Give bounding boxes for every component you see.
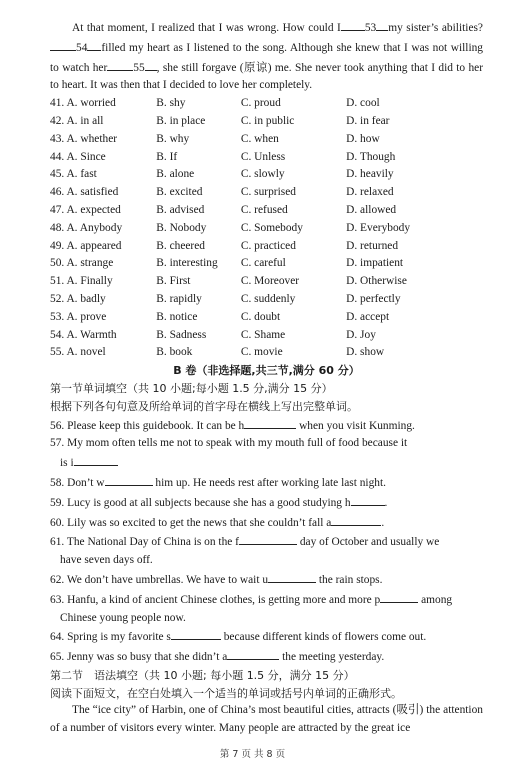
option-d[interactable]: D. allowed: [346, 203, 397, 216]
question-text: Please keep this guidebook. It can be h: [67, 419, 245, 432]
question-text: Lily was so excited to get the news that she couldn’t fall a: [67, 516, 332, 529]
word-question: [50, 493, 483, 513]
question-number: 56.: [50, 419, 68, 432]
word-question: [50, 473, 483, 493]
option-row: [50, 184, 470, 202]
option-c[interactable]: C. surprised: [240, 186, 296, 199]
part1-instruction: 根据下列各句句意及所给单词的首字母在横线上写出完整单词。: [50, 399, 358, 413]
option-b[interactable]: B. Sadness: [156, 328, 207, 341]
option-d[interactable]: D. accept: [346, 310, 390, 323]
question-text: My mom often tells me not to speak with my mouth full of food because it: [67, 437, 408, 450]
answer-blank[interactable]: [376, 18, 388, 31]
word-questions: [50, 416, 483, 667]
option-a[interactable]: 45. A. fast: [50, 168, 97, 181]
option-c[interactable]: C. Moreover: [240, 275, 300, 288]
option-a[interactable]: 47. A. expected: [50, 203, 121, 216]
option-c[interactable]: C. proud: [240, 97, 281, 110]
option-d[interactable]: D. relaxed: [346, 186, 394, 199]
blank-number: 55: [133, 61, 145, 74]
question-text: day of October and usually we: [296, 536, 440, 549]
answer-blank[interactable]: [171, 627, 221, 640]
option-b[interactable]: B. Nobody: [156, 221, 207, 234]
question-text: the meeting yesterday.: [279, 651, 385, 664]
question-text: him up. He needs rest after working late last night.: [152, 476, 386, 489]
part2-title: 第二节 语法填空（共 10 小题; 每小题 1.5 分，满分 15 分）: [50, 668, 355, 682]
answer-blank[interactable]: [239, 532, 297, 545]
option-c[interactable]: C. doubt: [240, 310, 281, 323]
option-row: [50, 202, 470, 220]
question-text: is i: [60, 457, 74, 470]
word-question: [50, 570, 483, 590]
option-row: [50, 95, 470, 113]
option-c[interactable]: C. when: [240, 132, 279, 145]
answer-blank[interactable]: [351, 493, 385, 506]
question-text: Lucy is good at all subjects because she has a good studying h: [67, 496, 351, 509]
option-a[interactable]: 42. A. in all: [50, 114, 104, 127]
option-b[interactable]: B. interesting: [156, 257, 218, 270]
option-a[interactable]: 51. A. Finally: [50, 275, 113, 288]
answer-blank[interactable]: [268, 570, 316, 583]
option-d[interactable]: D. Everybody: [346, 221, 411, 234]
page-footer: 第 7 页 共 8 页: [219, 749, 286, 761]
option-d[interactable]: D. heavily: [346, 168, 394, 181]
option-a[interactable]: 53. A. prove: [50, 310, 107, 323]
question-text: among: [418, 593, 453, 606]
option-b[interactable]: B. alone: [156, 168, 195, 181]
word-question: [50, 647, 483, 667]
question-text: because different kinds of flowers come out.: [220, 631, 427, 644]
question-continuation: Chinese young people now.: [60, 611, 186, 624]
option-row: [50, 344, 470, 362]
answer-blank[interactable]: [105, 473, 153, 486]
passage-paragraph: [50, 18, 483, 95]
answer-blank[interactable]: [244, 416, 296, 429]
option-row: [50, 166, 470, 184]
option-d[interactable]: D. cool: [346, 97, 380, 110]
part1-title: 第一节单词填空（共 10 小题;每小题 1.5 分,满分 15 分）: [50, 381, 333, 395]
question-number: 64.: [50, 631, 68, 644]
question-text: .: [381, 516, 385, 529]
option-c[interactable]: C. refused: [240, 203, 288, 216]
answer-blank[interactable]: [87, 38, 101, 51]
question-continuation: [50, 453, 483, 473]
question-number: 61.: [50, 536, 67, 549]
word-question: [50, 513, 483, 533]
question-text: the rain stops.: [316, 573, 383, 586]
question-text: Jenny was so busy that she didn’t a: [67, 651, 228, 664]
option-b[interactable]: B. why: [156, 132, 190, 145]
word-question: [50, 416, 483, 436]
option-c[interactable]: C. Shame: [240, 328, 286, 341]
option-b[interactable]: B. rapidly: [156, 292, 202, 305]
option-b[interactable]: B. advised: [156, 203, 205, 216]
question-number: 60.: [50, 516, 68, 529]
option-a[interactable]: 54. A. Warmth: [50, 328, 117, 341]
word-question: [50, 627, 483, 647]
answer-blank[interactable]: [50, 38, 76, 51]
option-c[interactable]: C. in public: [240, 114, 295, 127]
answer-blank[interactable]: [227, 647, 279, 660]
passage-text: At that moment, I realized that I was wrong. How could I: [72, 22, 341, 34]
option-row: [50, 255, 470, 273]
option-a[interactable]: 41. A. worried: [50, 97, 116, 110]
option-b[interactable]: B. in place: [156, 114, 206, 127]
question-text: The National Day of China is on the f: [66, 536, 239, 549]
question-text: We don’t have umbrellas. We have to wait u: [66, 573, 269, 586]
question-number: 62.: [50, 573, 67, 586]
option-d[interactable]: D. perfectly: [346, 292, 401, 305]
option-row: [50, 273, 470, 291]
option-d[interactable]: D. impatient: [346, 257, 404, 270]
part2-passage: The “ice city” of Harbin, one of China’s most beautiful cities, attracts (吸引) the attention of a number of visitors every winter. Many people are attracted by the great ice: [50, 704, 483, 735]
option-c[interactable]: C. Somebody: [240, 221, 303, 234]
option-b[interactable]: B. cheered: [156, 239, 205, 252]
option-row: [50, 113, 470, 131]
option-c[interactable]: C. practiced: [240, 239, 296, 252]
answer-blank[interactable]: [74, 453, 118, 466]
question-number: 57.: [50, 437, 68, 450]
answer-blank[interactable]: [107, 58, 133, 71]
option-b[interactable]: B. excited: [156, 186, 203, 199]
blank-number: 53: [364, 22, 377, 34]
option-c[interactable]: C. Unless: [240, 150, 286, 163]
question-number: 59.: [50, 496, 68, 509]
question-number: 65.: [50, 651, 68, 664]
question-text: Don’t w: [67, 476, 105, 489]
question-text: Spring is my favorite s: [67, 631, 171, 644]
option-a[interactable]: 49. A. appeared: [50, 239, 122, 252]
option-b[interactable]: B. If: [156, 150, 178, 163]
passage-text: my sister’s abilities?: [388, 22, 483, 34]
option-row: [50, 149, 470, 167]
answer-blank[interactable]: [145, 58, 157, 71]
option-row: [50, 327, 470, 345]
option-c[interactable]: C. movie: [240, 346, 283, 359]
section-b-title: B 卷（非选择题,共三节,满分 60 分）: [173, 364, 360, 378]
word-question: [50, 532, 483, 570]
option-d[interactable]: D. Otherwise: [346, 275, 407, 288]
part2-instruction: 阅读下面短文，在空白处填入一个适当的单词或括号内单词的正确形式。: [50, 686, 402, 700]
option-b[interactable]: B. notice: [156, 310, 198, 323]
option-a[interactable]: 43. A. whether: [50, 132, 118, 145]
word-question: [50, 590, 483, 628]
option-d[interactable]: D. show: [346, 346, 385, 359]
option-c[interactable]: C. suddenly: [240, 292, 296, 305]
option-d[interactable]: D. returned: [346, 239, 399, 252]
option-b[interactable]: B. shy: [156, 97, 186, 110]
passage-text: filled my heart as I listened to the song. Although she knew that I was not willing to watch her: [50, 41, 483, 74]
question-number: 58.: [50, 476, 68, 489]
option-row: [50, 220, 470, 238]
answer-blank[interactable]: [380, 590, 418, 603]
question-number: 63.: [50, 593, 68, 606]
option-a[interactable]: 48. A. Anybody: [50, 221, 123, 234]
passage-text: , she still forgave (原谅) me. She never took anything that I did to her to heart. It was then that I decided to love her completely.: [50, 61, 484, 92]
option-row: [50, 131, 470, 149]
option-b[interactable]: B. book: [156, 346, 193, 359]
option-a[interactable]: 44. A. Since: [50, 150, 106, 163]
answer-blank[interactable]: [331, 513, 381, 526]
option-a[interactable]: 55. A. novel: [50, 346, 106, 359]
answer-blank[interactable]: [341, 18, 365, 31]
word-question: [50, 435, 483, 473]
question-continuation: have seven days off.: [60, 554, 153, 567]
blank-number: 54: [76, 41, 88, 54]
option-d[interactable]: D. in fear: [346, 114, 390, 127]
option-a[interactable]: 50. A. strange: [50, 257, 114, 270]
option-row: [50, 291, 470, 309]
option-row: [50, 238, 470, 256]
question-text: Hanfu, a kind of ancient Chinese clothes, is getting more and more p: [67, 593, 381, 606]
question-text: .: [384, 496, 388, 509]
option-d[interactable]: D. Though: [346, 150, 396, 163]
option-c[interactable]: C. careful: [240, 257, 286, 270]
option-a[interactable]: 52. A. badly: [50, 292, 106, 305]
option-d[interactable]: D. how: [346, 132, 380, 145]
option-row: [50, 309, 470, 327]
option-c[interactable]: C. slowly: [240, 168, 285, 181]
option-b[interactable]: B. First: [156, 275, 191, 288]
option-a[interactable]: 46. A. satisfied: [50, 186, 119, 199]
options-table: [50, 95, 470, 362]
question-text: when you visit Kunming.: [296, 419, 415, 432]
option-d[interactable]: D. Joy: [346, 328, 376, 341]
